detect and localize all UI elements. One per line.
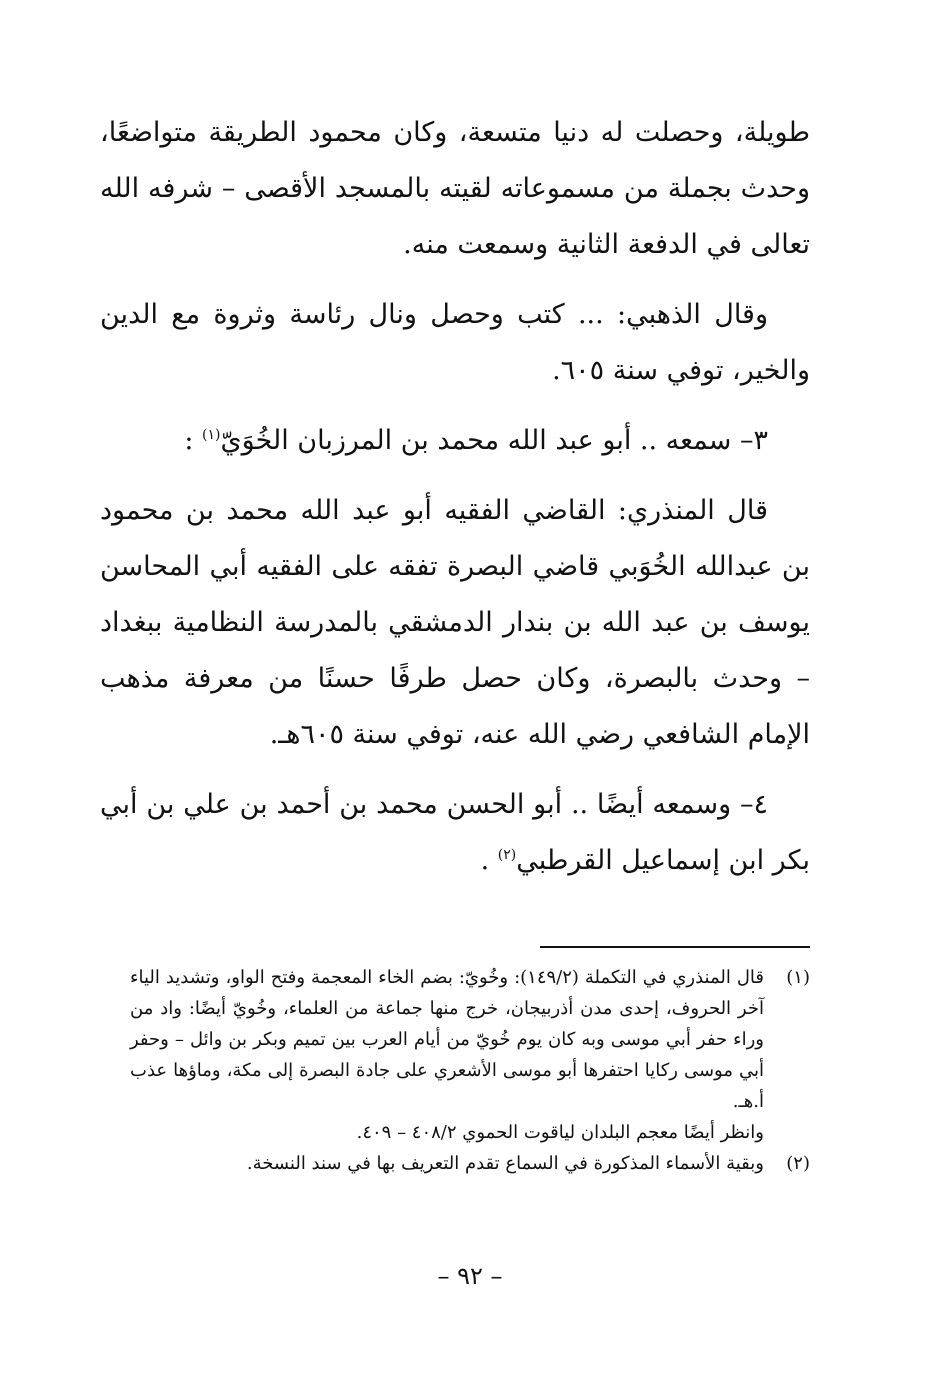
footnote-separator [540,946,810,948]
paragraph-dhahabi: وقال الذهبي: ... كتب وحصل ونال رئاسة وثروة مع الدين والخير، توفي سنة ٦٠٥. [100,299,810,386]
main-text [100,105,810,889]
footnote-1 [130,962,810,1117]
entry-3 [100,413,810,469]
footnote-ref-2[interactable]: (٢) [497,847,517,863]
entry-4-tail: . [480,845,498,876]
entry-3-text: ٣– سمعه .. أبو عبد الله محمد بن المرزبان الخُوَيّ [220,425,768,456]
entry-3-tail: : [184,425,203,456]
footnote-ref-1[interactable]: (١) [202,427,221,443]
footnote-1-see-also: وانظر أيضًا معجم البلدان لياقوت الحموي ٤٠٨/٢ – ٤٠٩. [356,1122,764,1143]
footnote-2-number: (٢) [786,1153,810,1174]
page-number: – ٩٢ – [437,1262,503,1290]
paragraph-continuation: طويلة، وحصلت له دنيا متسعة، وكان محمود الطريقة متواضعًا، وحدث بجملة من مسموعاته لقيته بالمسجد الأقصى – شرفه الله تعالى في الدفعة الثانية وسمعت منه. [100,117,810,260]
footnote-1-text: قال المنذري في التكملة (١٤٩/٢): وخُويّ: بضم الخاء المعجمة وفتح الواو، وتشديد الياء آخر الحروف، إحدى مدن أذربيجان، خرج منها جماعة من العلماء، وخُويّ أيضًا: واد من وراء حفر أبي موسى وبه كان يوم خُويّ من أيام العرب بين تميم وبكر بن وائل – وحفر أبي موسى ركايا احتفرها أبو موسى الأشعري على جادة البصرة إلى مكة، وماؤها عذب أ.هـ. [130,967,765,1112]
paragraph-mundhiri: قال المنذري: القاضي الفقيه أبو عبد الله محمد بن محمود بن عبدالله الخُوَبي قاضي البصرة تفقه على الفقيه أبي المحاسن يوسف بن عبد الله بن بندار الدمشقي بالمدرسة النظامية ببغداد – وحدث بالبصرة، وكان حصل طرفًا حسنًا من معرفة مذهب الإمام الشافعي رضي الله عنه، توفي سنة ٦٠٥هـ. [100,495,810,750]
footnotes [130,962,810,1179]
footnote-2 [130,1148,810,1179]
footnote-2-text: وبقية الأسماء المذكورة في السماع تقدم التعريف بها في سند النسخة. [246,1153,764,1174]
entry-4-text: ٤– وسمعه أيضًا .. أبو الحسن محمد بن أحمد بن علي بن أبي بكر ابن إسماعيل القرطبي [100,789,810,876]
entry-4 [100,777,810,889]
footnote-1-number: (١) [786,967,810,988]
